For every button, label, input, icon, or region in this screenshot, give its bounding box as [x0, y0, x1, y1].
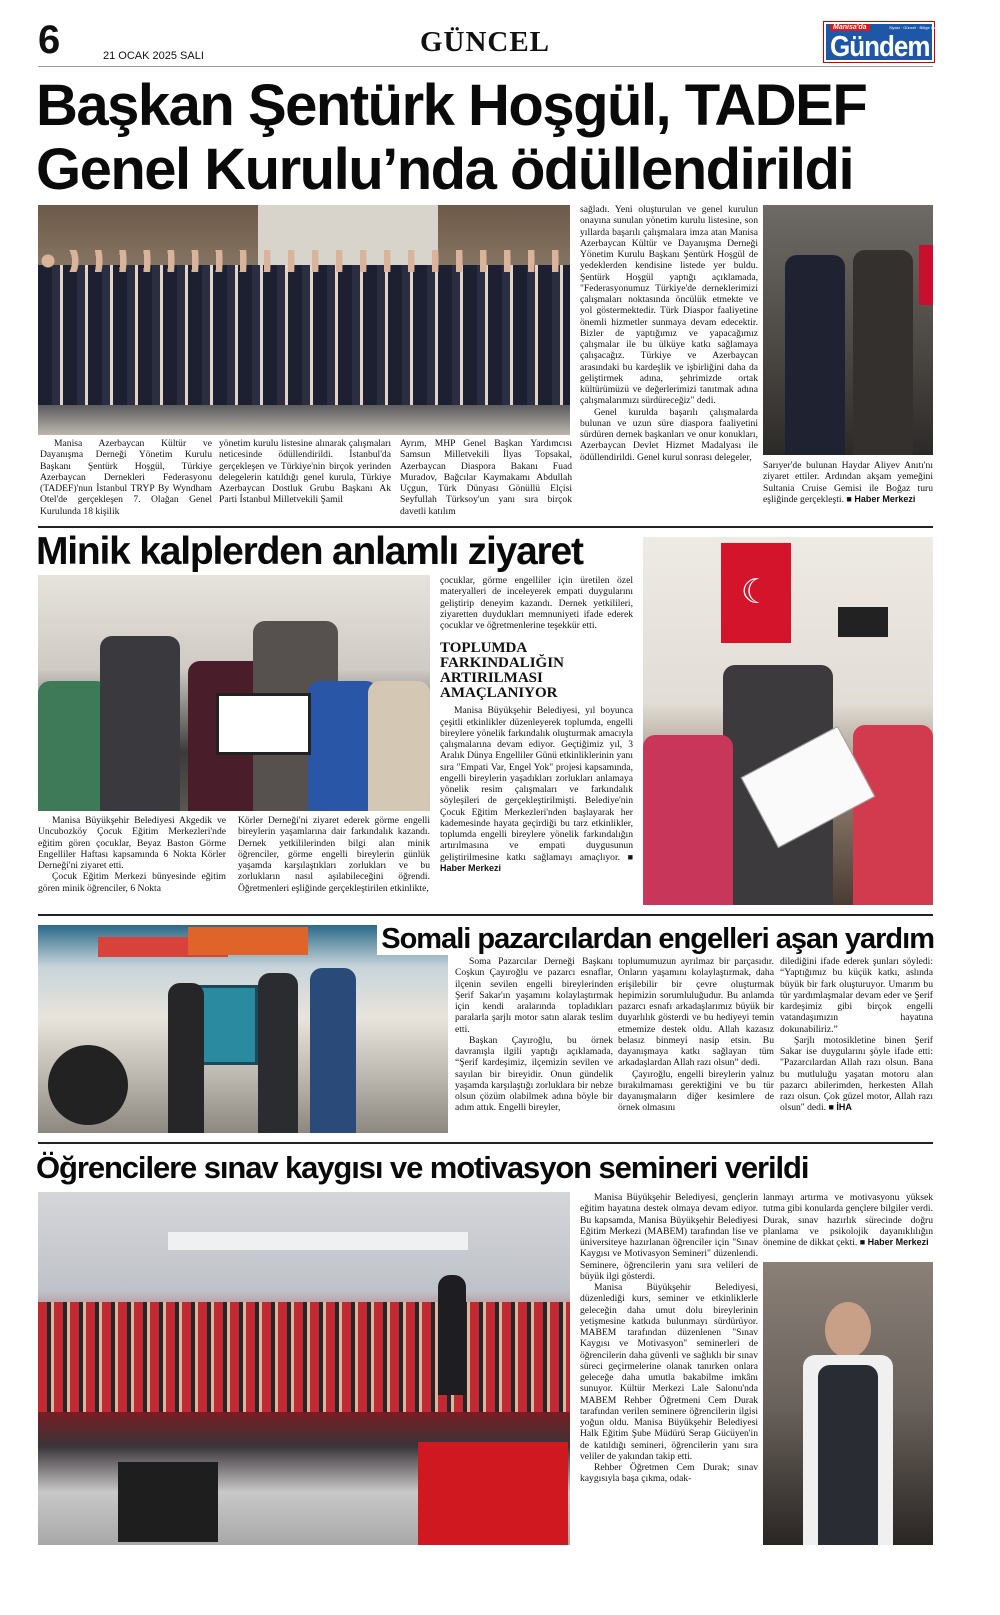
- article4-column-1: [580, 1192, 758, 1546]
- article2-byline: ■ Haber Merkezi: [440, 851, 633, 873]
- article3-column-1: [455, 956, 613, 1136]
- article1-paragraph: sağladı. Yeni oluşturulan ve genel kurulun onayına sunulan yönetim kurulu listesine, son yıllarda başarılı çalışmalara imza atan Manisa Azerbaycan Kültür ve Dayanışma Derneği Yönetim Kurulu Başkanı Şentürk Hoşgül de yedeklerden kendisine listede yer buldu. Şentürk Hoşgül yaptığı açıklamada, "Federasyonumuz Türkiye'de derneklerimizi çalışmaları noktasında öncülük etmekte ve yol göstermektedir. Türk Diaspor faaliyetine önemli hizmetler sunmaya devam edecektir. Bizler de yaptığımız ve yapacağımız çalışmalar ile bu ülküye katkı sağlamaya çalışacağız. Türkiye ve Azerbaycan arasındaki bu kardeşlik ve işbirliğini daha da geliştirmek adına, şehrimizde ortak kültürümüzü ve değerlerimizi tanıtmak adına çalışmalarımızı sürdüreceğiz" dedi.: [580, 204, 758, 407]
- article3-market-photo: [38, 925, 448, 1133]
- article1-paragraph: yönetim kurulu listesine alınarak çalışmaları neticesinde ödüllendirildi. İstanbul'da gerçekleşen ve Türkiye'nin birçok yerinden delegelerin katıldığı genel kurula, Türkiye Azerbaycan Dostluk Grubu Başkanı Ak Parti İstanbul Milletvekili Şamil: [219, 438, 391, 506]
- logo-side-text: Siyasi · Güncel · Bölge Gazetesi: [889, 25, 947, 30]
- article1-column-5: [763, 460, 933, 520]
- page-number: 6: [38, 18, 61, 62]
- article1-headline-line1: Başkan Şentürk Hoşgül, TADEF: [36, 73, 867, 138]
- section-title: GÜNCEL: [419, 26, 551, 58]
- article1-column-1: [40, 438, 212, 520]
- issue-date: 21 OCAK 2025 SALI: [103, 50, 204, 62]
- article-divider: [38, 526, 933, 528]
- header-rule: [38, 66, 933, 67]
- article1-paragraph: Manisa Azerbaycan Kültür ve Dayanışma Derneği Yönetim Kurulu Başkanı Şentürk Hoşgül, Türkiye Azerbaycan Dernekleri Federasyonu (TADEF)'nun İstanbul TRYP By Wyndham Otel'de gerçekleşen 7. Olağan Genel Kurulunda 18 kişilik: [40, 438, 212, 517]
- article-divider: [38, 914, 933, 916]
- turkish-flag: ☾: [721, 543, 791, 643]
- article3-headline: Somali pazarcılardan engelleri aşan yardım: [377, 923, 934, 955]
- newspaper-logo: [824, 22, 947, 63]
- article4-paragraph: lanmayı artırma ve motivasyonu yüksek tutma gibi konularda gençlere bilgiler verdi. Durak, sınav hazırlık sürecinde doğru planlama ve psikolojik dayanıklılığın önemine de dikkat çekti.: [763, 1192, 933, 1248]
- article4-speaker-photo: [763, 1262, 933, 1545]
- article3-paragraph: Çayıroğlu, engelli bireylerin yalnız bırakılmaması gerektiğini ve bu tür dayanışmaların diğer kesimlere de örnek olmasını: [618, 1068, 774, 1114]
- article1-side-photo: [763, 205, 933, 455]
- article1-byline: ■ Haber Merkezi: [846, 493, 916, 504]
- article2-paragraph: Manisa Büyükşehir Belediyesi Akgedik ve Uncubozköy Çocuk Eğitim Merkezleri'nde eğitim gören çocuklar, Beyaz Baston Görme Engelliler Haftası kapsamında 6 Nokta Körler Derneği'ni ziyaret etti.: [38, 815, 226, 871]
- article3-paragraph: toplumumuzun ayrılmaz bir parçasıdır. Onların yaşamını kolaylaştırmak, daha erişilebilir bir çevre oluşturmak hepimizin sorumluluğudur. Bu anlamda pazarcı esnafı arkadaşlarımız büyük bir duyarlılık gösterdi ve bu hediyeyi temin etmemize destek oldu. Allah kazasız belasız binmeyi nasip etsin. Bu dayanışmaya katkı sağlayan tüm arkadaşlardan Allah razı olsun” dedi.: [618, 956, 774, 1069]
- logo-main-text: Gündem: [830, 29, 930, 63]
- article1-paragraph: Genel kurulda başarılı çalışmalarda bulunan ve uzun süre diaspora faaliyetini sürdüren dernek başkanları ve onur konukları, Azerbaycan Devlet Hizmet Madalyası ile ödüllendirildi. Genel kurul sonrası delegeler,: [580, 406, 758, 463]
- article3-byline: ■ İHA: [828, 1102, 852, 1113]
- article3-column-3: [780, 956, 933, 1136]
- article2-headline: Minik kalplerden anlamlı ziyaret: [36, 530, 583, 573]
- article4-paragraph: Manisa Büyükşehir Belediyesi, düzenlediği kurs, seminer ve etkinliklerle geleceğin daha umut dolu bireylerinin yetişmesine katkıda bulunmayı sürdürüyor. MABEM tarafından düzenlenen "Sınav Kaygısı ve Motivasyon" seminerleri de öğrencilerin daha güvenli ve sağlıklı bir sınav süreci geçirmelerine olanak tanırken onlara geleceğe daha umutla bakabilme imkânı sunuyor. Kültür Merkezi Lale Salonu'nda MABEM Rehber Öğretmeni Cem Durak tarafından verilen seminere öğrencilerin ilgisi yoğun oldu. Manisa Büyükşehir Belediyesi Halk Eğitim Şube Müdürü Serap Gücüyen'in de katıldığı semineri, öğrencilerin yanı sıra veliler de yakından takip etti.: [580, 1282, 758, 1462]
- article4-seminar-photo: [38, 1192, 570, 1545]
- article2-column-3: [440, 575, 633, 908]
- article2-column-2: [238, 815, 430, 907]
- article2-subheading: TOPLUMDA FARKINDALIĞIN ARTIRILMASI AMAÇLANIYOR: [440, 640, 564, 702]
- article1-column-4: [580, 204, 758, 520]
- article3-paragraph: Şarjlı motosikletine binen Şerif Sakar ise duygularını şöyle ifade etti: "Pazarcılardan Allah razı olsun. Bana bu mutluluğu yaşatan motoru alan pazarcı abilerimden, herkesten Allah razı olsun. Çok güzel motor, Allah razı olsun" dedi.: [780, 1034, 933, 1114]
- article1-column-2: [219, 438, 391, 520]
- article2-column-1: [38, 815, 226, 907]
- article1-headline-line2: Genel Kurulu’nda ödüllendirildi: [36, 137, 854, 202]
- article4-paragraph: Manisa Büyükşehir Belediyesi, gençlerin eğitim hayatına destek olmaya devam ediyor. Bu kapsamda, Manisa Büyükşehir Belediyesi Eğitim Merkezi (MABEM) tarafından lise ve üniversiteye hazırlanan öğrenciler için "Sınav Kaygısı ve Motivasyon Semineri" düzenlendi. Seminere, öğrencilerin yanı sıra velileri de büyük ilgi gösterdi.: [580, 1192, 758, 1282]
- article2-paragraph: Körler Derneği'ni ziyaret ederek görme engelli bireylerin yaşamlarına dair farkındalık kazandı. Dernek yetkililerinden bilgi alan minik öğrenciler, görme engelli bireylerin günlük yaşamda karşılaştıkları zorlukları ve bu zorlukların nasıl aşılabileceğini öğrendi. Öğretmenleri eşliğinde gerçekleştirilen etkinlikte,: [238, 815, 430, 894]
- article1-column-3: [400, 438, 572, 520]
- article2-children-photo: [38, 575, 430, 811]
- article2-paragraph: Manisa Büyükşehir Belediyesi, yıl boyunca çeşitli etkinlikler düzenleyerek toplumda, engelli bireylere yönelik farkındalık oluşturmak amacıyla çalışmalarına devam ediyor. Geçtiğimiz yıl, 3 Aralık Dünya Engelliler Günü etkinliklerinin yanı sıra "Empati Var, Engel Yok" projesi kapsamında, engelli bireylerin yaşadıkları zorlukları anlamaya yönelik resim çalışmaları ve farkındalık söyleşileri de gerçekleştirilmişti. Belediye'nin Çocuk Eğitim Merkezleri'nden başlayarak her kademesinde hayata geçirdiği bu tarz etkinlikler, toplumda engelli bireylere yönelik farkındalığın artırılmasına ve empati duygusunun geliştirilmesine katkı sağlamayı amaçlıyor.: [440, 705, 633, 863]
- article3-column-2: [618, 956, 774, 1136]
- article2-paragraph: Çocuk Eğitim Merkezi bünyesinde eğitim gören minik öğrenciler, 6 Nokta: [38, 871, 226, 894]
- article2-paragraph: çocuklar, görme engelliler için üretilen özel materyalleri de inceleyerek empati duygularını geliştirip deneyim kazandı. Dernek yetkilileri, ziyaretten duydukları memnuniyeti ifade ederek çocuklar ve öğretmenlerine teşekkür etti.: [440, 575, 633, 631]
- article3-paragraph: Soma Pazarcılar Derneği Başkanı Coşkun Çayıroğlu ve pazarcı esnaflar, ilçenin sevilen engelli bireylerinden Şerif Sakar'ın yaşamını kolaylaştırmak için kendi aralarında topladıkları paralarla şarjlı motor satın alarak teslim etti.: [455, 956, 613, 1035]
- article1-group-photo: [38, 205, 570, 435]
- article1-paragraph: Ayrım, MHP Genel Başkan Yardımcısı Samsun Milletvekili İlyas Topsakal, Azerbaycan Diaspora Bakanı Fuad Muradov, Bağcılar Kaymakamı Abdullah Uçgun, Türk Dünyası Gönüllü Elçisi Seyfullah Türksoy'un yanı sıra birçok davetli katılım: [400, 438, 572, 517]
- article3-paragraph: dilediğini ifade ederek şunları söyledi: “Yaptığımız bu küçük katkı, aslında büyük bir fark oluşturuyor. Umarım bu tür yardımlaşmalar devam eder ve Şerif kardeşimiz gibi birçok engelli vatandaşımızın hayatına dokunabiliriz.”: [780, 956, 933, 1035]
- article4-paragraph: Rehber Öğretmen Cem Durak; sınav kaygısıyla başa çıkma, odak-: [580, 1462, 758, 1485]
- article4-column-2: [763, 1192, 933, 1258]
- article2-classroom-photo: [643, 537, 933, 905]
- article4-byline: ■ Haber Merkezi: [859, 1237, 929, 1247]
- article-divider: [38, 1142, 933, 1144]
- article4-headline: Öğrencilere sınav kaygısı ve motivasyon semineri verildi: [36, 1150, 809, 1185]
- article3-paragraph: Başkan Çayıroğlu, bu örnek davranışla ilgili yaptığı açıklamada, “Şerif kardeşimiz, ilçemizin sevilen ve sayılan bir bireyidir. Onun gündelik yaşamda karşılaştığı zorluklara bir nebze olsun çözüm olabilmek adına böyle bir adım attık. Engelli bireyler,: [455, 1034, 613, 1114]
- logo-top-text: Manisa'da: [830, 24, 870, 31]
- article1-paragraph: Sarıyer'de bulunan Haydar Aliyev Anıtı'nı ziyaret ettiler. Ardından akşam yemeğini Sultania Cruise Gemisi ile Boğaz turu eşliğinde gerçekleşti.: [763, 460, 933, 505]
